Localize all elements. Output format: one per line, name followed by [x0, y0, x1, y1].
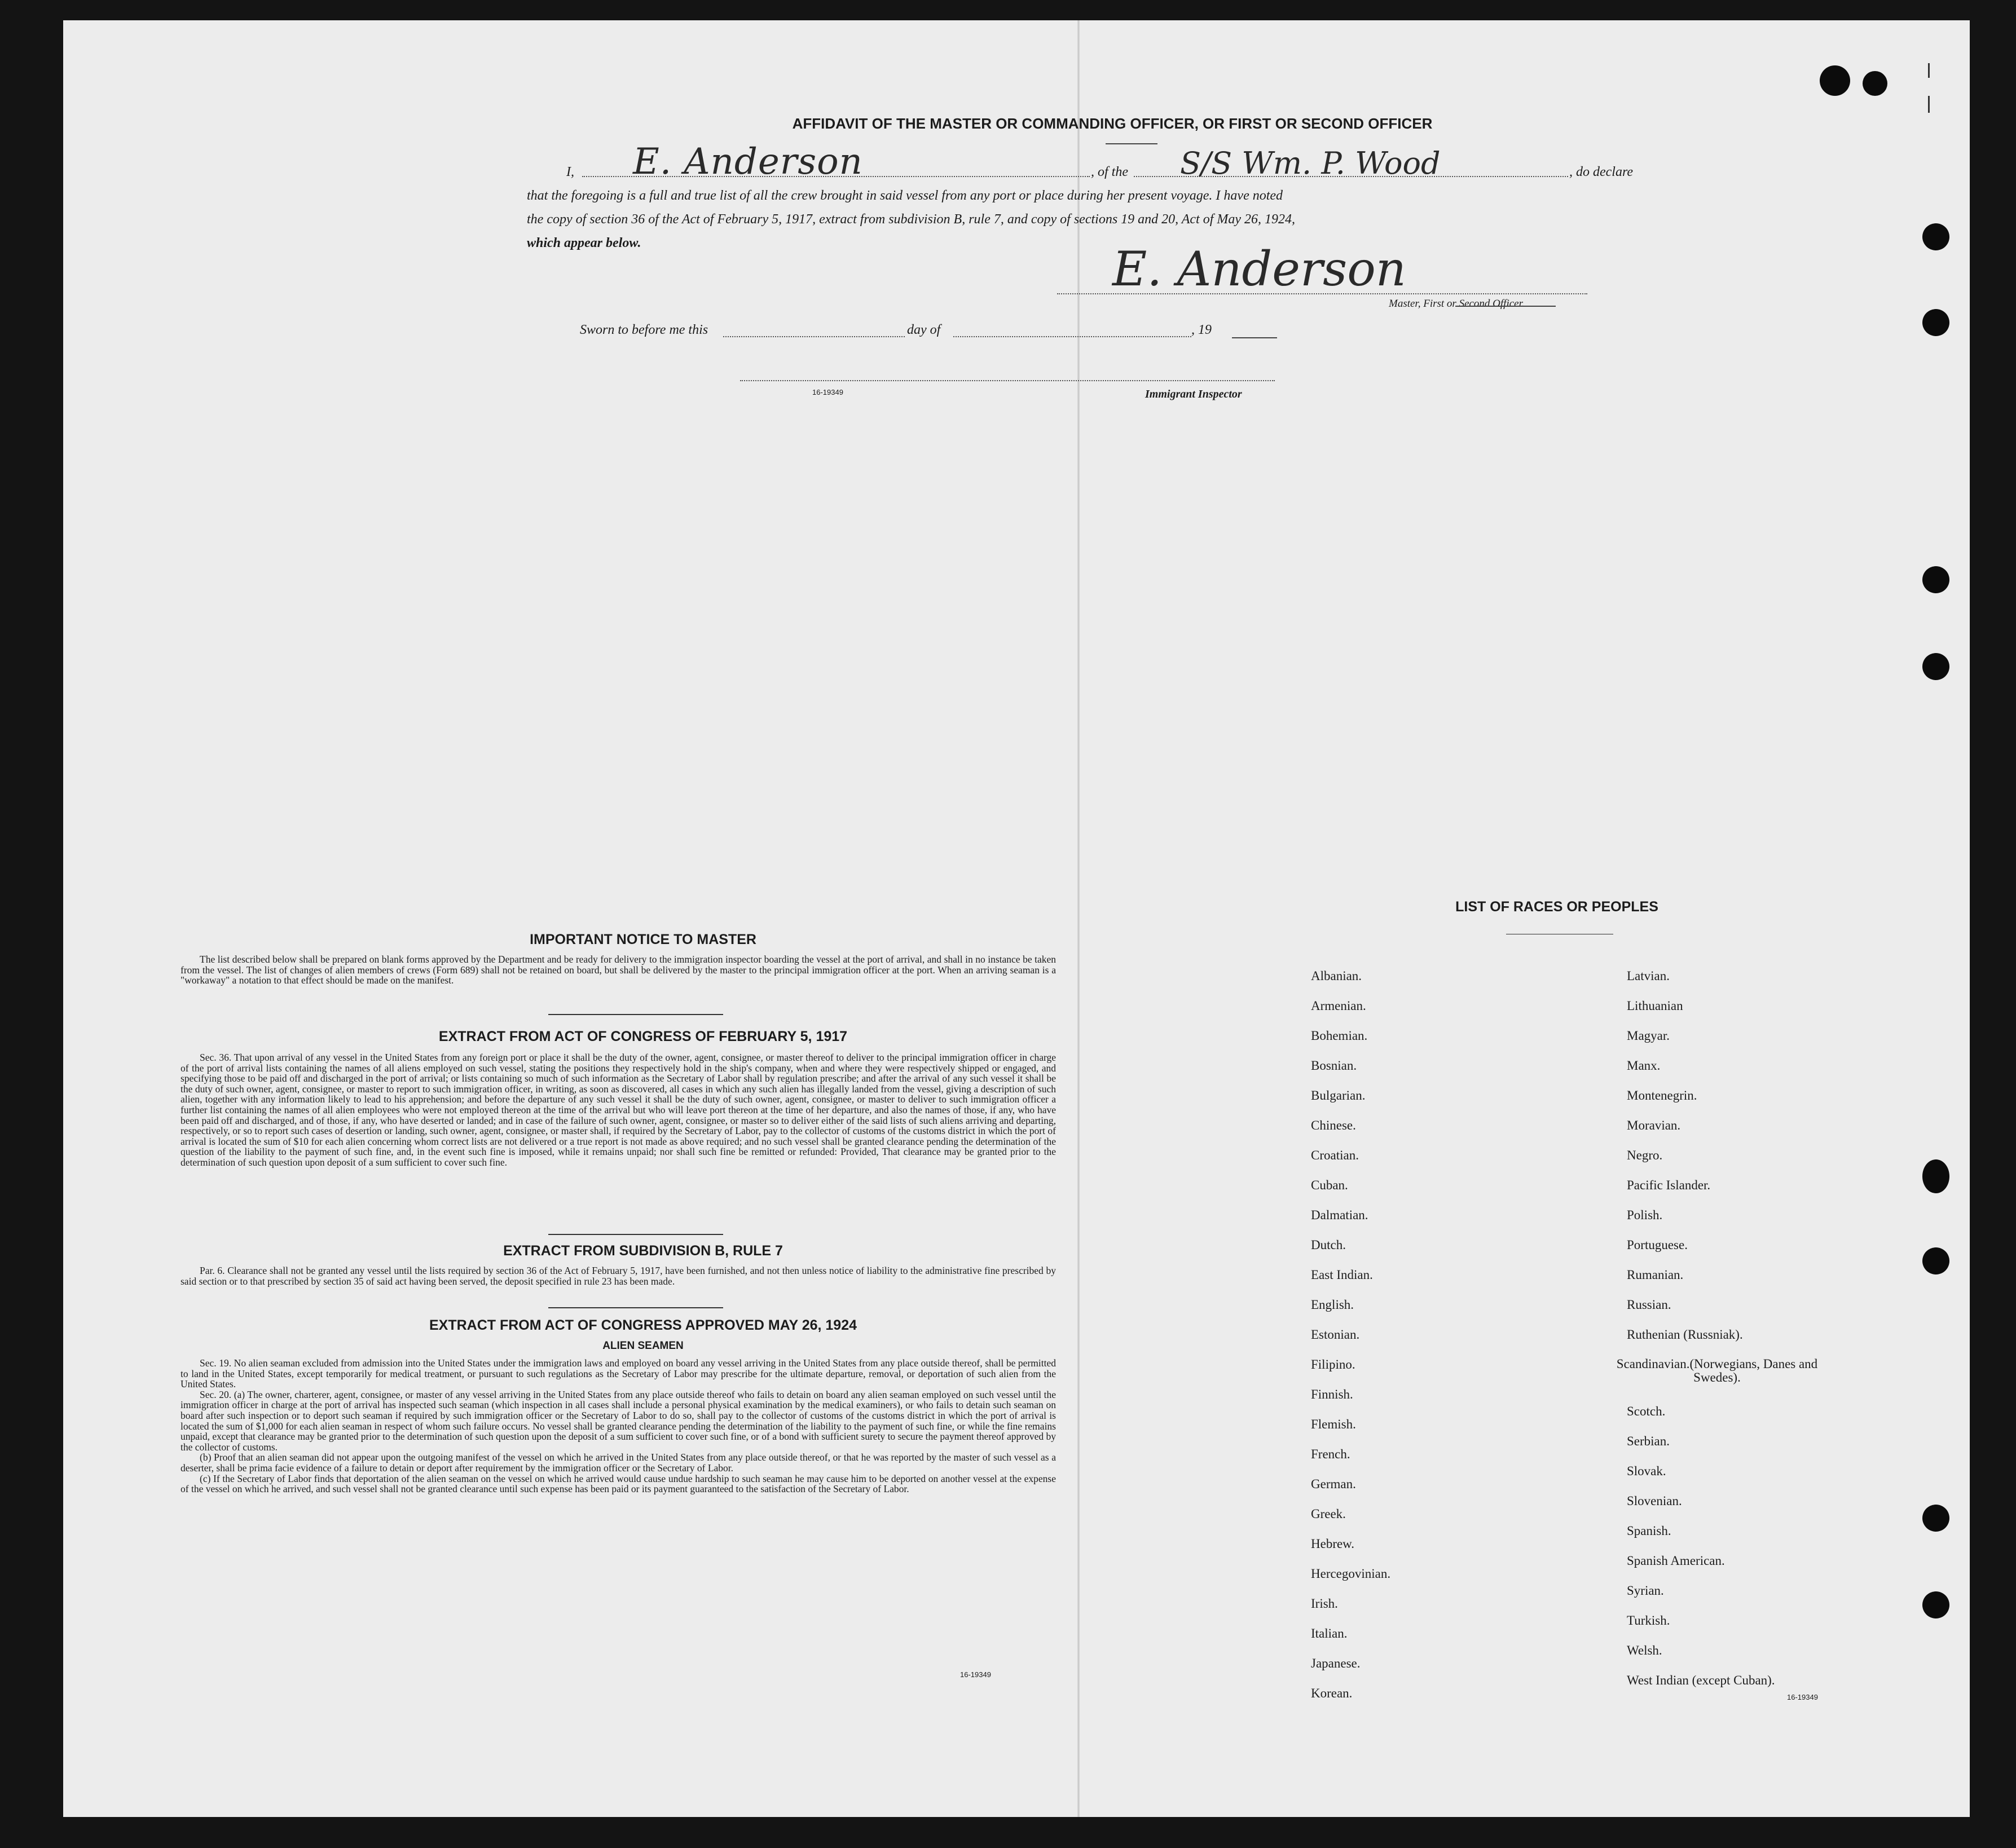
extract-form-number: 16-19349	[960, 1670, 991, 1679]
punch-hole	[1922, 223, 1949, 250]
race-item: Chinese.	[1311, 1118, 1356, 1132]
race-item: Bulgarian.	[1311, 1088, 1366, 1102]
extract-rule7-heading: EXTRACT FROM SUBDIVISION B, RULE 7	[503, 1243, 783, 1259]
race-item: Welsh.	[1627, 1643, 1662, 1657]
signature-caption: Master, First or Second Officer.	[1389, 298, 1525, 310]
race-item: Latvian.	[1627, 969, 1670, 983]
race-item: Bohemian.	[1311, 1029, 1368, 1043]
race-item: Hebrew.	[1311, 1537, 1355, 1551]
race-item: Manx.	[1627, 1058, 1661, 1073]
race-item: Albanian.	[1311, 969, 1362, 983]
divider-2	[548, 1234, 723, 1235]
margin-mark	[1928, 96, 1930, 113]
document-page	[63, 20, 1970, 1817]
affidavit-line-1: that the foregoing is a full and true list of all the crew brought in said vessel from any port or place during her present voyage. I have noted	[527, 188, 1283, 203]
race-item: Italian.	[1311, 1626, 1348, 1640]
sworn-year-line	[1232, 337, 1277, 338]
race-item: Croatian.	[1311, 1148, 1359, 1162]
punch-hole	[1863, 71, 1887, 96]
race-item: Filipino.	[1311, 1357, 1355, 1371]
divider-3	[548, 1307, 723, 1308]
notice-heading: IMPORTANT NOTICE TO MASTER	[530, 932, 756, 947]
race-item: Turkish.	[1627, 1613, 1670, 1628]
affidavit-line-2: the copy of section 36 of the Act of February 5, 1917, extract from subdivision B, rule 7, and copy of sections 19 and 20, Act of May 26, 1924,	[527, 212, 1296, 227]
race-item: German.	[1311, 1477, 1356, 1491]
punch-hole	[1820, 65, 1850, 96]
race-item: East Indian.	[1311, 1268, 1373, 1282]
race-item: Scotch.	[1627, 1404, 1666, 1418]
race-item: Estonian.	[1311, 1327, 1360, 1342]
race-item: Portuguese.	[1627, 1238, 1688, 1252]
race-item: Magyar.	[1627, 1029, 1670, 1043]
punch-hole	[1922, 1591, 1949, 1618]
sworn-day-line	[723, 336, 905, 337]
affidavit-of-the-label: , of the	[1091, 165, 1128, 179]
extract-1924-heading: EXTRACT FROM ACT OF CONGRESS APPROVED MAY 26, 1924	[429, 1317, 857, 1333]
race-item: Slovak.	[1627, 1464, 1666, 1478]
punch-hole	[1922, 1159, 1949, 1193]
race-item: Slovenian.	[1627, 1494, 1682, 1508]
sec-20b-text: (b) Proof that an alien seaman did not appear upon the outgoing manifest of the vessel on which he arrived in the United States from any place outside thereof, or that he was reported by the master of such vessel as a deserter, shall be prima facie evidence of a failure to detain or deport after requirement by the immigration officer or the Secretary of Labor.	[181, 1452, 1056, 1474]
race-item: West Indian (except Cuban).	[1627, 1673, 1775, 1687]
strikeout-first-second	[1455, 306, 1556, 307]
race-item: Scandinavian.(Norwegians, Danes and Swedes).	[1616, 1357, 1818, 1384]
signature-line	[1057, 293, 1587, 294]
sworn-label: Sworn to before me this	[580, 323, 708, 337]
divider-1	[548, 1014, 723, 1015]
races-form-number: 16-19349	[1787, 1693, 1818, 1701]
race-item: English.	[1311, 1298, 1354, 1312]
race-item: French.	[1311, 1447, 1350, 1461]
vessel-name-handwritten: S/S Wm. P. Wood	[1180, 145, 1441, 181]
sworn-day-of: day of	[907, 323, 941, 337]
punch-hole	[1922, 1505, 1949, 1532]
race-item: Dalmatian.	[1311, 1208, 1368, 1222]
races-heading: LIST OF RACES OR PEOPLES	[1455, 899, 1658, 915]
race-item: Japanese.	[1311, 1656, 1361, 1670]
punch-hole	[1922, 566, 1949, 593]
race-item: Serbian.	[1627, 1434, 1670, 1448]
affidavit-form-number: 16-19349	[812, 388, 843, 396]
race-item: Finnish.	[1311, 1387, 1353, 1401]
race-item: Negro.	[1627, 1148, 1663, 1162]
inspector-signature-line	[740, 380, 1275, 381]
vessel-overline	[1106, 143, 1157, 144]
signer-name-handwritten: E. Anderson	[633, 141, 863, 183]
affidavit-do-declare: , do declare	[1569, 165, 1634, 179]
notice-body: The list described below shall be prepared on blank forms approved by the Department and be ready for delivery to the immigration inspector boarding the vessel at the port of arrival, and shall in no instance be taken from the vessel. The list of changes of alien members of crews (Form 689) shall not be retained on board, but shall be delivered by the master to the principal immigration officer at the port. When an arriving seaman is a "workaway" a notation to that effect should be made on the manifest.	[181, 954, 1056, 986]
race-item: Ruthenian (Russniak).	[1627, 1327, 1743, 1342]
race-item: Korean.	[1311, 1686, 1353, 1700]
race-item: Irish.	[1311, 1596, 1338, 1611]
center-fold	[1077, 20, 1080, 1817]
race-item: Syrian.	[1627, 1584, 1664, 1598]
extract-1917-heading: EXTRACT FROM ACT OF CONGRESS OF FEBRUARY 5, 1917	[438, 1029, 848, 1044]
affidavit-line-3: which appear below.	[527, 236, 641, 250]
race-item: Flemish.	[1311, 1417, 1356, 1431]
race-item: Armenian.	[1311, 999, 1366, 1013]
extract-1917-body: Sec. 36. That upon arrival of any vessel in the United States from any foreign port or place it shall be the duty of the owner, agent, consignee, or master thereof to deliver to the principal immigration officer in charge of the port of arrival lists containing the names of all aliens employed on such vessel, stating the positions they respectively hold in the ship's company, when and where they were respectively shipped or engaged, and specifying those to be paid off and discharged in the port of arrival; or lists containing so much of such information as the Secretary of Labor shall by regulation prescribe; and after the arrival of any such vessel it shall be the duty of such owner, agent, consignee, or master to report to such immigration officer, in writing, as soon as discovered, all cases in which any such alien has illegally landed from the vessel, giving a description of such alien, together with any information likely to lead to his apprehension; and before the departure of any such vessel it shall be the duty of such owner, agent, consignee, or master to deliver to such immigration officer a further list containing the names of all alien employees who were not employed thereon at the time of the arrival but who will leave port thereon at the time of her departure, and also the names of those, if any, who have been paid off and discharged, and of those, if any, who have deserted or landed; and in case of the failure of such owner, agent, consignee, or master so to deliver either of the said lists of such aliens arriving and departing, respectively, or so to report such cases of desertion or landing, such owner, agent, consignee, or master shall, if required by the Secretary of Labor, pay to the collector of customs of the customs district in which the port of arrival is located the sum of $10 for each alien concerning whom correct lists are not delivered or a true report is not made as above required; and no such vessel shall be granted clearance pending the determination of the question of the liability to the payment of such fine, and, in the event such fine is imposed, while it remains unpaid; nor shall such fine be remitted or refunded: Provided, That clearance may be granted prior to the determination of such question upon deposit of a sum sufficient to cover such fine.	[181, 1052, 1056, 1168]
punch-hole	[1922, 653, 1949, 680]
extract-1924-subheading: ALIEN SEAMEN	[602, 1340, 684, 1352]
race-item: Dutch.	[1311, 1238, 1346, 1252]
race-item: Polish.	[1627, 1208, 1663, 1222]
punch-hole	[1922, 1247, 1949, 1274]
sec-20a-text: Sec. 20. (a) The owner, charterer, agent, consignee, or master of any vessel arriving in the United States from any place outside thereof who fails to detain on board any alien seaman employed on such vessel until the immigration officer in charge at the port of arrival has inspected such seaman (which inspection in all cases shall include a personal physical examination by the medical examiners), or who fails to detain such seaman on board after such inspection or to deport such seaman if required by such immigration officer or the Secretary of Labor to do so, shall pay to the collector of customs of the customs district in which the port of arrival is located the sum of $1,000 for each alien seaman in respect of whom such failure occurs. No vessel shall be granted clearance pending the determination of the liability to the payment of such fine, or while the fine remains unpaid, except that clearance may be granted prior to the determination of such question upon the deposit of a sum sufficient to cover such fine, or of a bond with sufficient surety to secure the payment thereof approved by the collector of customs.	[181, 1388, 1056, 1453]
sec-19-text: Sec. 19. No alien seaman excluded from admission into the United States under the immigration laws and employed on board any vessel arriving in the United States from any place outside thereof, shall be permitted to land in the United States, except temporarily for medical treatment, or pursuant to such regulations as the Secretary of Labor may prescribe for the ultimate departure, removal, or deportation of such alien from the United States.	[181, 1357, 1056, 1390]
officer-signature: E. Anderson	[1112, 241, 1406, 297]
race-item: Hercegovinian.	[1311, 1567, 1391, 1581]
affidavit-title: AFFIDAVIT OF THE MASTER OR COMMANDING OFFICER, OR FIRST OR SECOND OFFICER	[792, 115, 1433, 132]
race-item: Greek.	[1311, 1507, 1346, 1521]
inspector-label: Immigrant Inspector	[1145, 388, 1242, 400]
extract-1924-body	[181, 1358, 1056, 1494]
margin-mark	[1928, 63, 1930, 78]
race-item: Rumanian.	[1627, 1268, 1684, 1282]
affidavit-i-label: I,	[566, 165, 574, 179]
race-item: Spanish American.	[1627, 1554, 1725, 1568]
sec-20c-text: (c) If the Secretary of Labor finds that deportation of the alien seaman on the vessel on which he arrived would cause undue hardship to such seaman he may cause him to be deported on another vessel at the expense of the vessel on which he arrived, and such vessel shall not be granted clearance until such expense has been paid or its payment guaranteed to the satisfaction of the Secretary of Labor.	[181, 1472, 1056, 1495]
punch-hole	[1922, 309, 1949, 336]
sworn-year-prefix: , 19	[1191, 323, 1212, 337]
race-item: Montenegrin.	[1627, 1088, 1697, 1102]
race-item: Russian.	[1627, 1298, 1671, 1312]
race-item: Spanish.	[1627, 1524, 1671, 1538]
extract-rule7-body: Par. 6. Clearance shall not be granted any vessel until the lists required by section 36 of the Act of February 5, 1917, have been furnished, and not then unless notice of liability to the administrative fine prescribed by said section or to that prescribed by section 35 of said act having been served, the deposit specified in rule 23 has been made.	[181, 1265, 1056, 1287]
race-item: Bosnian.	[1311, 1058, 1357, 1073]
race-item: Cuban.	[1311, 1178, 1348, 1192]
sworn-month-line	[953, 336, 1191, 337]
race-item: Moravian.	[1627, 1118, 1681, 1132]
race-item: Lithuanian	[1627, 999, 1683, 1013]
race-item: Pacific Islander.	[1627, 1178, 1711, 1192]
